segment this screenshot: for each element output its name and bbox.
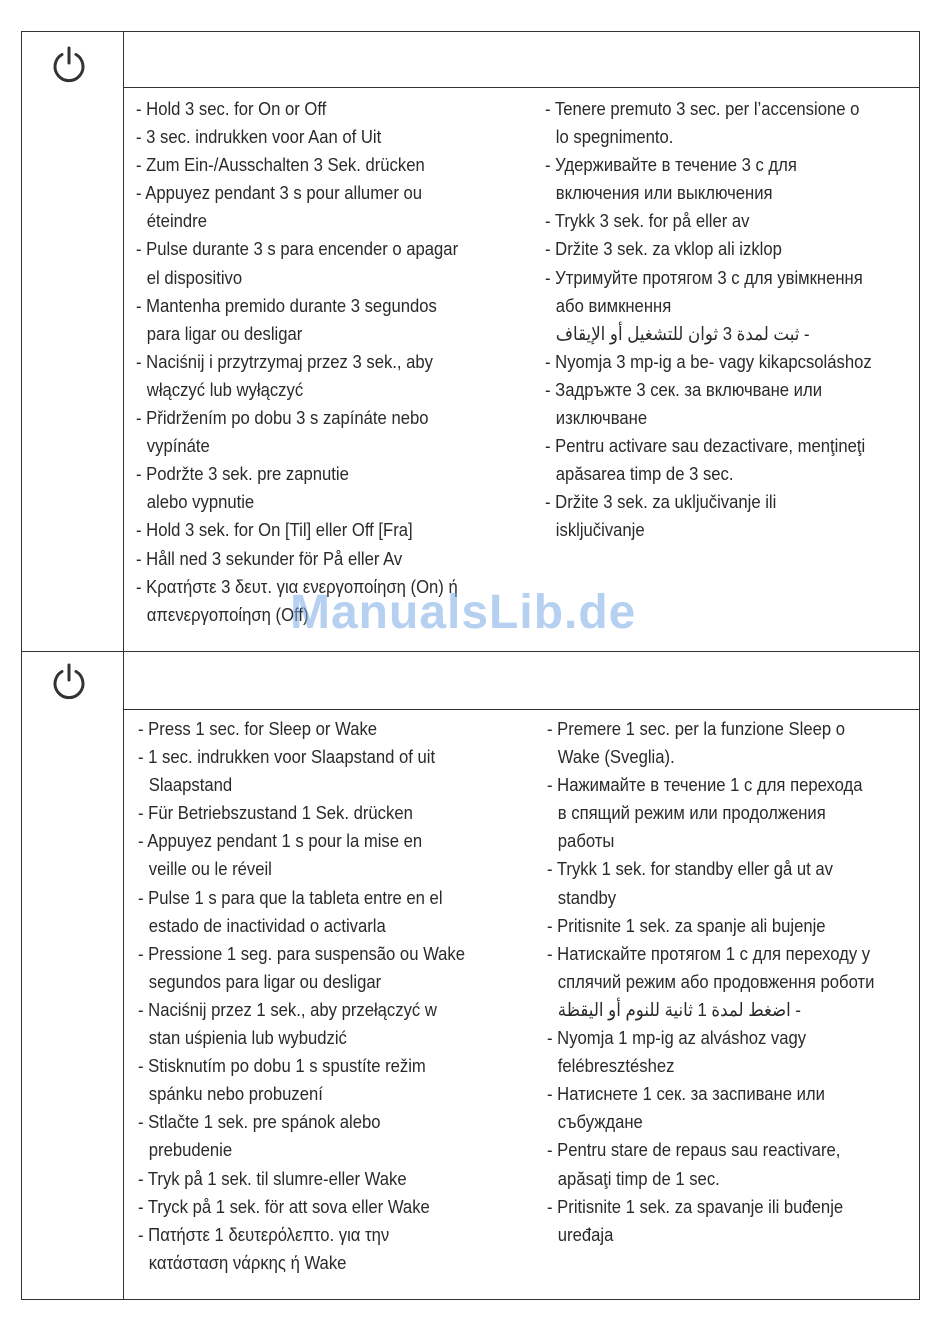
instruction-item: - Nyomja 1 mp-ig az alváshoz vagy felébresztéshez [547,1027,807,1077]
header-row-divider [123,87,919,88]
power-icon [49,45,89,85]
instruction-item: - Pritisnite 1 sek. za spavanje ili buđenje uređaja [547,1195,844,1245]
instruction-item: - ثبت لمدة 3 ثوان للتشغيل أو الإيقاف [555,322,810,344]
instruction-item: - Naciśnij i przytrzymaj przez 3 sek., aby włączyć lub wyłączyć [136,350,434,400]
instruction-item: - Press 1 sec. for Sleep or Wake [138,718,378,739]
instruction-item: - Nyomja 3 mp-ig a be- vagy kikapcsoláshoz [545,350,872,372]
instruction-item: - Натиснете 1 сек. за заспиване или събуждане [547,1083,825,1133]
instruction-item: - Pulse durante 3 s para encender o apagar el dispositivo [136,238,459,288]
header-row-divider [123,709,919,710]
instruction-item: - اضغط لمدة 1 ثانية للنوم أو اليقظة [557,998,801,1020]
instructions-list-right-sleep [547,715,874,1249]
instruction-item: - Tryck på 1 sek. för att sova eller Wake [138,1195,430,1217]
instruction-item: - Натискайте протягом 1 с для переходу у сплячий режим або продовження роботи [547,942,875,992]
instruction-item: - Držite 3 sek. za vklop ali izklop [545,238,782,260]
instruction-item: - Pritisnite 1 sek. za spanje ali bujenje [547,914,826,936]
instruction-item: - Κρατήστε 3 δευτ. για ενεργοποίηση (On) ή απενεργοποίηση (Off) [136,575,458,625]
instruction-item: - Нажимайте в течение 1 с для перехода в спящий режим или продолжения работы [547,774,863,852]
instruction-item: - Pulse 1 s para que la tableta entre en el estado de inactividad o activarla [138,886,443,936]
instruction-item: - Hold 3 sec. for On or Off [136,98,327,119]
instruction-item: - Tryk på 1 sek. til slumre-eller Wake [138,1167,407,1189]
instruction-item: - Trykk 1 sek. for standby eller gå ut av standby [547,858,833,908]
instruction-item: - Hold 3 sek. for On [Til] eller Off [Fra] [136,519,413,541]
instruction-item: - Πατήστε 1 δευτερόλεπτο. για την κατάσταση νάρκης ή Wake [138,1223,390,1273]
instruction-item: - Trykk 3 sek. for på eller av [545,210,750,232]
instruction-item: - Appuyez pendant 3 s pour allumer ou éteindre [136,182,423,232]
instruction-item: - Premere 1 sec. per la funzione Sleep o Wake (Sveglia). [547,718,846,768]
instruction-item: - Stisknutím po dobu 1 s spustíte režim spánku nebo probuzení [138,1055,426,1105]
instruction-item: - Удерживайте в течение 3 с для включения или выключения [545,154,797,204]
instruction-item: - Pressione 1 seg. para suspensão ou Wake segundos para ligar ou desligar [138,942,466,992]
instructions-list-left-power [136,95,458,629]
instruction-item: - 3 sec. indrukken voor Aan of Uit [136,126,382,148]
instruction-item: - Držite 3 sek. za uključivanje ili isključivanje [545,491,777,541]
watermark: ManualsLib.de [290,586,637,639]
instructions-list-left-sleep [138,715,465,1277]
instruction-item: - Håll ned 3 sekunder för På eller Av [136,547,403,569]
instruction-item: - Stlačte 1 sek. pre spánok alebo prebudenie [138,1111,381,1161]
column-divider [123,32,124,1299]
instruction-item: - Naciśnij przez 1 sek., aby przełączyć w stan uśpienia lub wybudzić [138,998,437,1049]
instruction-item: - Утримуйте протягом 3 с для увімкнення або вимкнення [545,266,863,316]
instruction-item: - Podržte 3 sek. pre zapnutie alebo vypnutie [136,463,349,513]
instruction-item: - Für Betriebszustand 1 Sek. drücken [138,802,413,824]
instruction-item: - Zum Ein-/Ausschalten 3 Sek. drücken [136,154,425,176]
instruction-item: - Tenere premuto 3 sec. per l’accensione o lo spegnimento. [545,98,860,148]
power-icon [49,662,89,702]
instruction-item: - Pentru stare de repaus sau reactivare, apăsaţi timp de 1 sec. [547,1139,841,1189]
instruction-item: - 1 sec. indrukken voor Slaapstand of uit Slaapstand [138,746,436,796]
section-divider [22,651,919,652]
instruction-item: - Задръжте 3 сек. за включване или изключване [545,378,823,429]
instruction-item: - Pentru activare sau dezactivare, menţineţi apăsarea timp de 3 sec. [545,435,866,485]
instruction-item: - Mantenha premido durante 3 segundos para ligar ou desligar [136,294,437,344]
instruction-item: - Appuyez pendant 1 s pour la mise en veille ou le réveil [138,830,423,880]
instructions-list-right-power [545,95,872,545]
instruction-item: - Přidržením po dobu 3 s zapínáte nebo vypínáte [136,407,429,457]
